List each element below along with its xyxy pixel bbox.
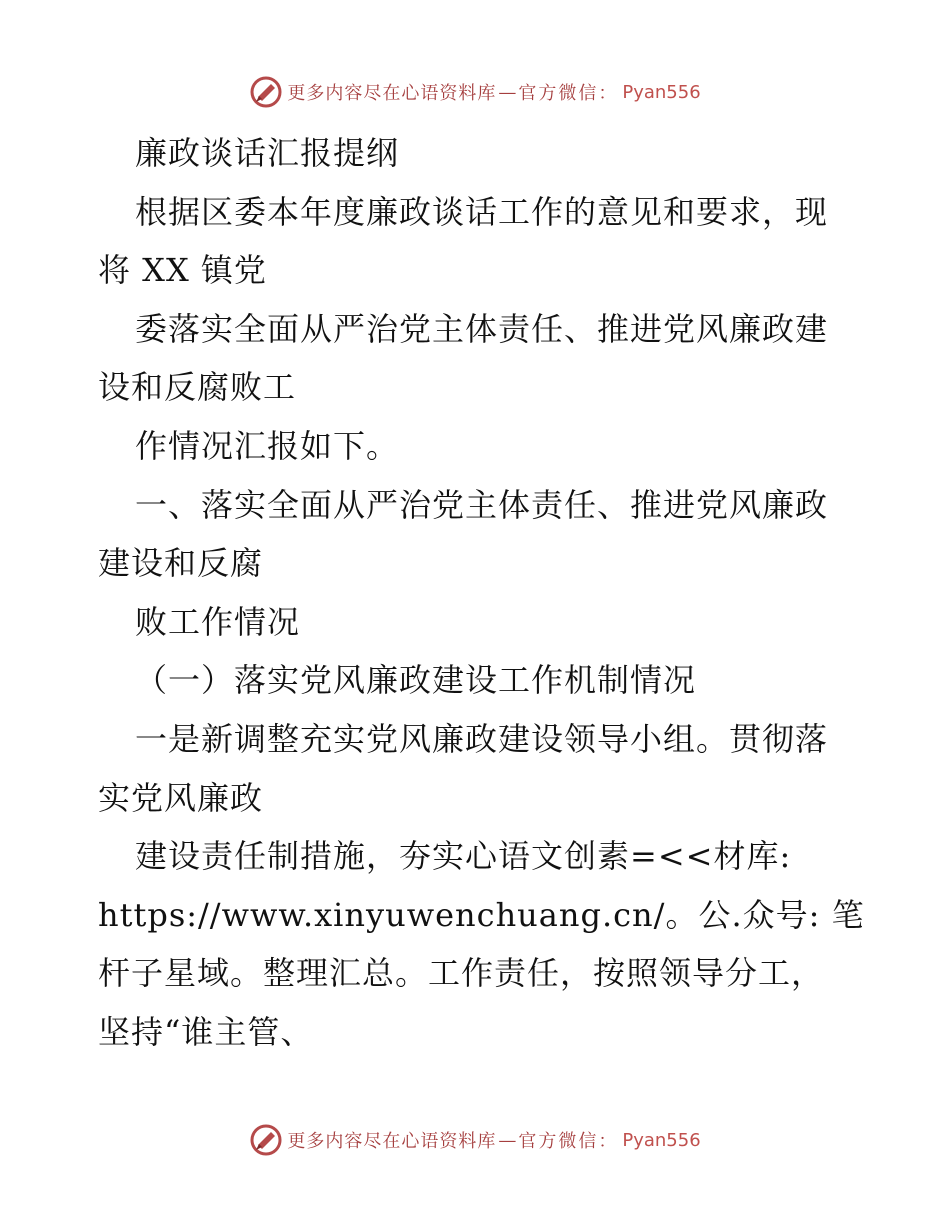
brand-logo-icon (249, 1123, 283, 1157)
document-text-line: 建设和反腐 (98, 544, 264, 583)
brand-logo-icon (249, 75, 283, 109)
document-text-line: https://www.xinyuwenchuang.cn/。公.众号: 笔 (98, 895, 865, 934)
watermark-brand-text: 更多内容尽在心语资料库 (287, 1131, 497, 1152)
watermark-banner-bottom (0, 1120, 950, 1160)
document-text-line: （一）落实党风廉政建设工作机制情况 (135, 661, 697, 700)
document-text-line: 建设责任制措施，夯实心语文创素=<<材库: (135, 837, 792, 876)
watermark-separator: — (498, 81, 517, 103)
watermark-brand-text: 更多内容尽在心语资料库 (287, 83, 497, 104)
watermark-separator: — (498, 1129, 517, 1151)
watermark-wechat-id: Pyan556 (622, 81, 701, 103)
document-text-line: 设和反腐败工 (98, 368, 297, 407)
watermark-wechat-id: Pyan556 (622, 1129, 701, 1151)
document-text-line: 根据区委本年度廉政谈话工作的意见和要求，现 (135, 192, 829, 231)
document-text-line: 委落实全面从严治党主体责任、推进党风廉政建 (135, 309, 829, 348)
document-text-line: 败工作情况 (135, 602, 301, 641)
document-text-line: 杆子星域。整理汇总。工作责任，按照领导分工， (98, 954, 825, 993)
document-body (98, 124, 868, 1062)
document-text-line: 坚持“谁主管、 (98, 1012, 314, 1051)
watermark-banner-top (0, 72, 950, 112)
document-text-line: 将 XX 镇党 (98, 251, 267, 290)
watermark-wechat-label: 官方微信： (518, 83, 619, 104)
document-text-line: 作情况汇报如下。 (135, 426, 400, 465)
document-text-line: 一是新调整充实党风廉政建设领导小组。贯彻落 (135, 719, 829, 758)
document-title: 廉政谈话汇报提纲 (135, 134, 400, 172)
watermark-wechat-label: 官方微信： (518, 1131, 619, 1152)
document-text-line: 一、落实全面从严治党主体责任、推进党风廉政 (135, 485, 829, 524)
document-text-line: 实党风廉政 (98, 778, 264, 817)
